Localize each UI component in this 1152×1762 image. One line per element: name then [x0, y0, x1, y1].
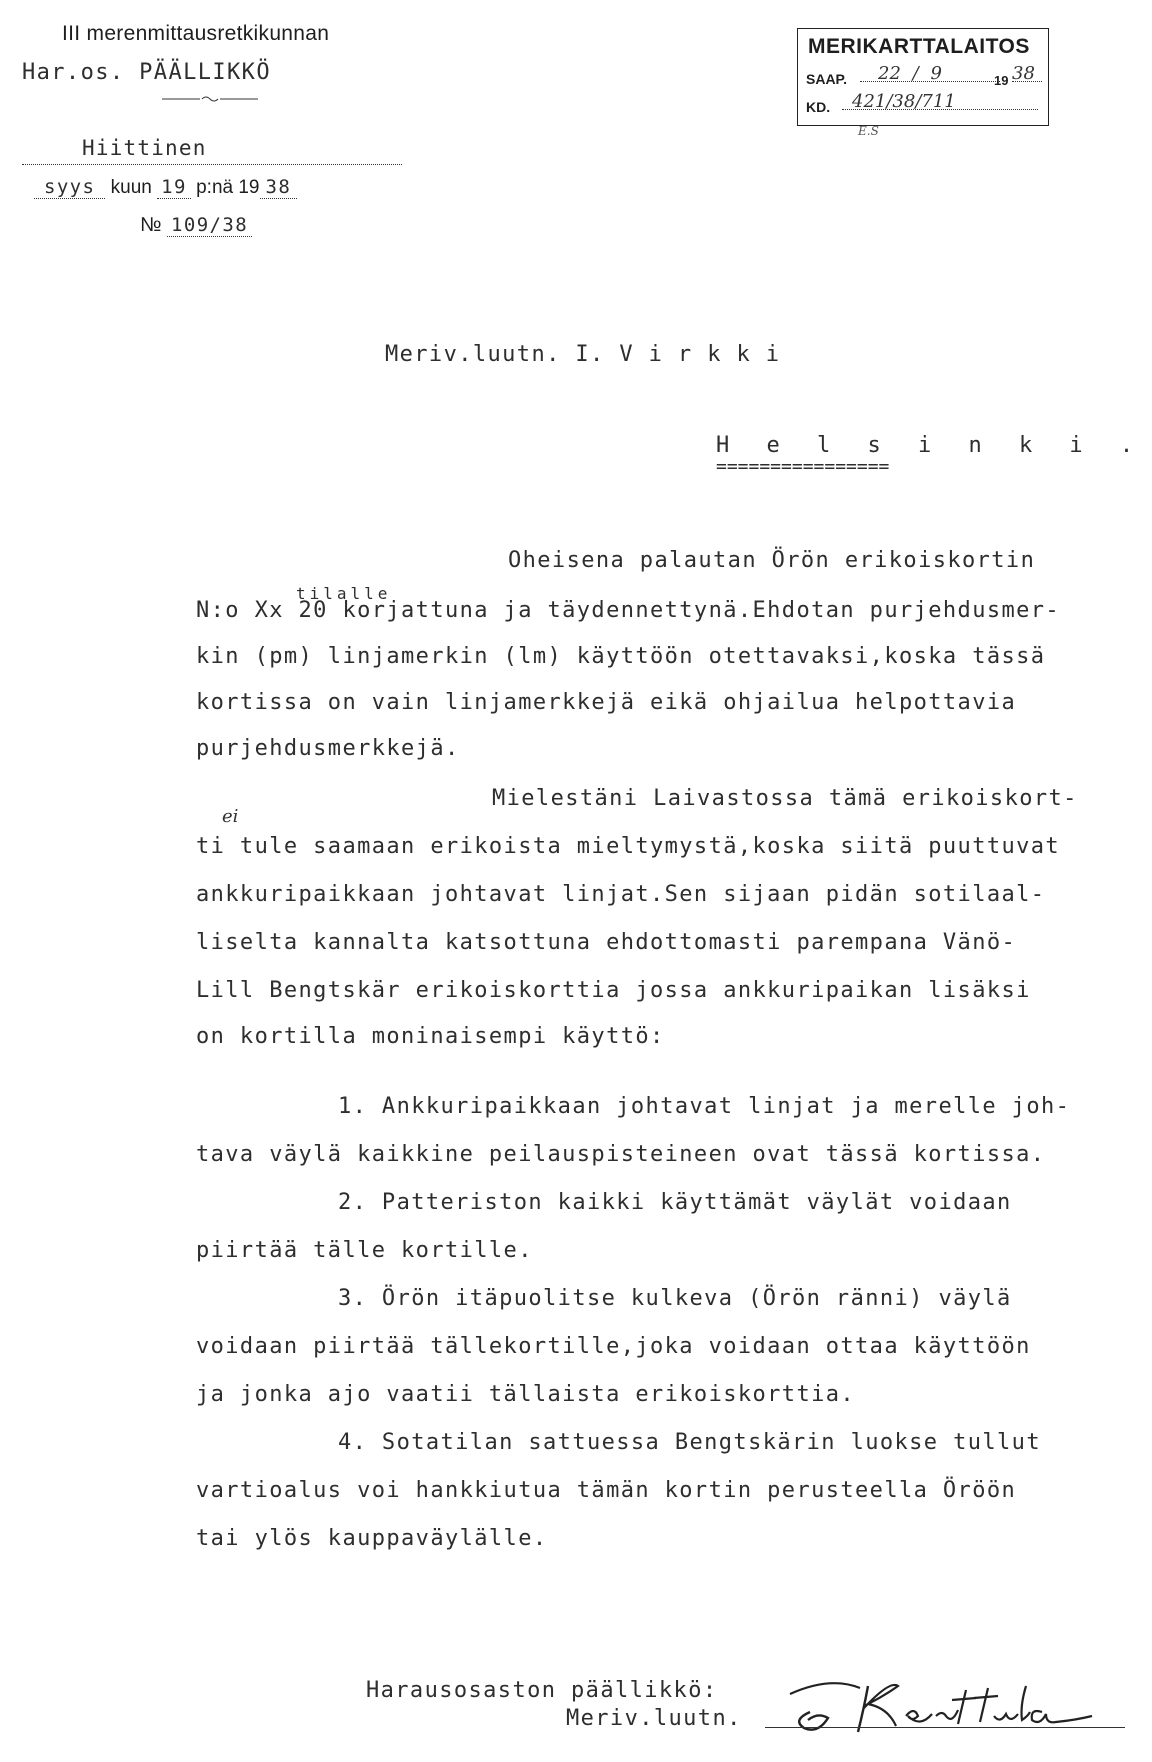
stamp-year: 38 — [1012, 63, 1042, 82]
stamp-note: E.S — [858, 124, 879, 138]
body-line-2: N:o Xx 20 korjattuna ja täydennettynä.Ehdotan purjehdusmer- — [196, 598, 1061, 623]
body-line-1: Oheisena palautan Örön erikoiskortin — [508, 548, 1036, 573]
doc-number-value: 109/38 — [167, 214, 252, 237]
date-month: syys — [34, 176, 105, 199]
body-line-20: vartioalus voi hankkiutua tämän kortin perusteella Öröön — [196, 1478, 1017, 1503]
body-insert-ei: ei — [222, 806, 239, 827]
body-line-18: ja jonka ajo vaatii tällaista erikoiskorttia. — [196, 1382, 856, 1407]
doc-number-label: № — [140, 214, 162, 236]
body-line-14: 2. Patteriston kaikki käyttämät väylät voidaan — [338, 1190, 1012, 1215]
recipient-city: H e l s i n k i . — [716, 433, 1146, 458]
stamp-saap-date: 22 / 9 — [860, 63, 1000, 82]
signature-title: Harausosaston päällikkö: — [366, 1678, 718, 1703]
stamp-saap-label: SAAP. — [806, 71, 847, 87]
stamp-kd-label: KD. — [806, 99, 831, 115]
date-line — [34, 176, 297, 199]
body-line-3: kin (pm) linjamerkin (lm) käyttöön otettavaksi,koska tässä — [196, 644, 1046, 669]
date-kuun-label: kuun — [110, 177, 152, 198]
place-value: Hiittinen — [82, 136, 207, 160]
date-pna-label: p:nä — [196, 177, 234, 198]
body-line-21: tai ylös kauppaväylälle. — [196, 1526, 548, 1551]
body-line-15: piirtää tälle kortille. — [196, 1238, 533, 1263]
recipient-name: Meriv.luutn. I. V i r k k i — [385, 342, 781, 367]
body-line-7: ti tule saamaan erikoista mieltymystä,koska siitä puuttuvat — [196, 834, 1061, 859]
stamp-saap-day: 22 — [878, 63, 901, 84]
org-line-1: III merenmittausretkikunnan — [62, 22, 330, 45]
body-line-8: ankkuripaikkaan johtavat linjat.Sen sijaan pidän sotilaal- — [196, 882, 1046, 907]
signature-line — [765, 1727, 1125, 1728]
ornament-divider-icon — [162, 94, 258, 104]
body-line-5: purjehdusmerkkejä. — [196, 736, 460, 761]
stamp-year-prefix: 19 — [994, 73, 1009, 88]
stamp-title: MERIKARTTALAITOS — [808, 35, 1030, 58]
place-field — [22, 136, 402, 165]
body-line-11: on kortilla moninaisempi käyttö: — [196, 1024, 665, 1049]
stamp-saap-month: 9 — [930, 63, 942, 84]
date-year-prefix: 19 — [238, 177, 260, 198]
body-line-13: tava väylä kaikkine peilauspisteineen ovat tässä kortissa. — [196, 1142, 1046, 1167]
body-line-4: kortissa on vain linjamerkkejä eikä ohjailua helpottavia — [196, 690, 1017, 715]
signature-rank: Meriv.luutn. — [566, 1706, 742, 1731]
body-line-6: Mielestäni Laivastossa tämä erikoiskort- — [492, 786, 1078, 811]
body-line-19: 4. Sotatilan sattuessa Bengtskärin luokse tullut — [338, 1430, 1041, 1455]
document-number — [140, 214, 252, 237]
stamp-kd-value: 421/38/711 — [842, 91, 1038, 110]
date-year: 38 — [260, 176, 298, 199]
recipient-city-underline: ================ — [716, 456, 890, 477]
body-line-9: liselta kannalta katsottuna ehdottomasti parempana Vänö- — [196, 930, 1017, 955]
receipt-stamp — [797, 28, 1049, 126]
body-line-16: 3. Örön itäpuolitse kulkeva (Örön ränni) väylä — [338, 1286, 1012, 1311]
date-day: 19 — [157, 176, 191, 199]
handwritten-signature — [780, 1672, 1100, 1742]
org-line-2: Har.os. PÄÄLLIKKÖ — [22, 60, 271, 85]
body-insert-tilalle: tilalle — [296, 584, 392, 603]
body-line-12: 1. Ankkuripaikkaan johtavat linjat ja merelle joh- — [338, 1094, 1071, 1119]
body-line-10: Lill Bengtskär erikoiskorttia jossa ankkuripaikan lisäksi — [196, 978, 1031, 1003]
body-line-17: voidaan piirtää tällekortille,joka voidaan ottaa käyttöön — [196, 1334, 1031, 1359]
